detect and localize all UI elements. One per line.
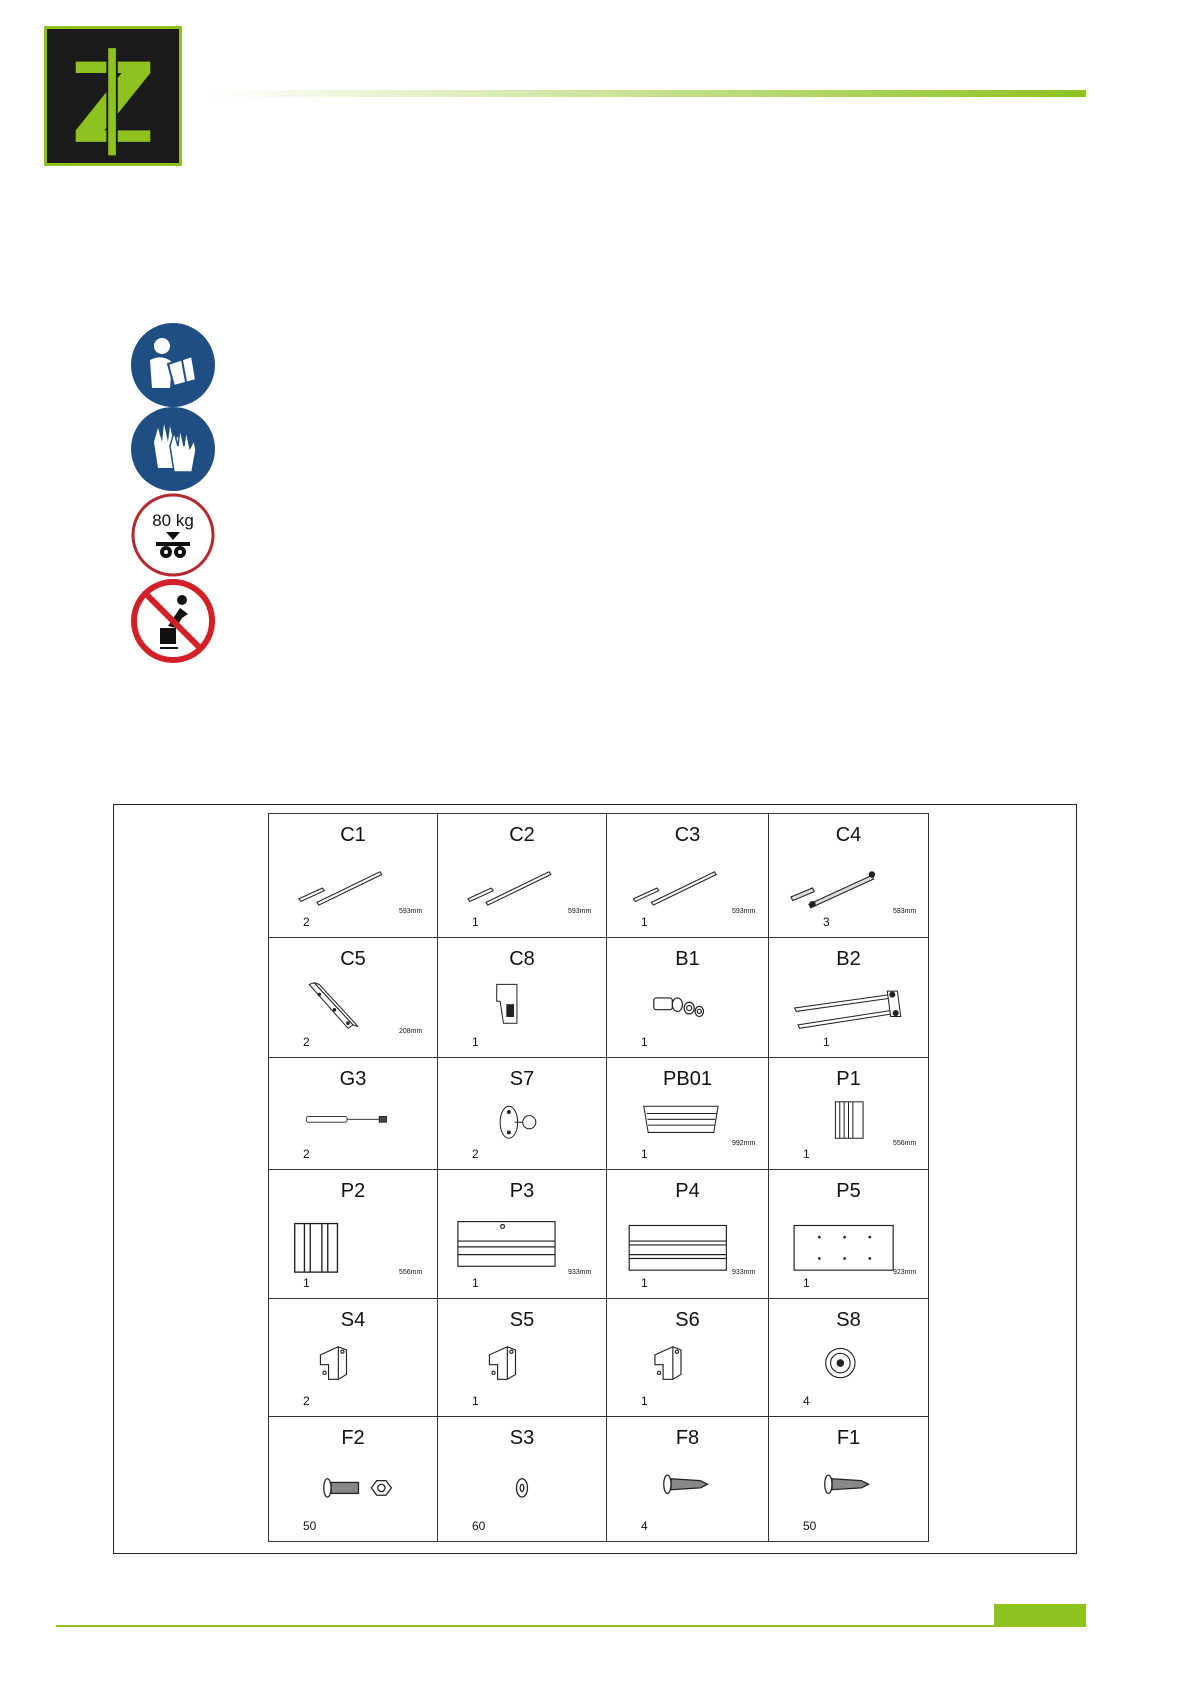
corner-bracket-icon xyxy=(446,1337,598,1394)
part-quantity: 1 xyxy=(803,1276,810,1290)
part-quantity: 4 xyxy=(641,1519,648,1533)
part-cell xyxy=(269,938,438,1058)
part-code: S8 xyxy=(836,1309,861,1331)
flat-panel-icon xyxy=(777,1208,920,1276)
part-dimension: 556mm xyxy=(399,1269,423,1276)
part-quantity: 1 xyxy=(641,1035,648,1049)
part-code: S4 xyxy=(340,1309,366,1331)
parts-row xyxy=(269,1417,929,1542)
gas-strut-icon xyxy=(277,1096,429,1147)
wear-gloves-icon xyxy=(130,406,216,492)
part-cell xyxy=(607,814,769,938)
part-code: P1 xyxy=(836,1068,861,1090)
rail-pair-icon xyxy=(277,852,429,915)
part-cell xyxy=(769,814,929,938)
part-dimension: 933mm xyxy=(732,1269,756,1276)
part-code: C3 xyxy=(674,824,701,846)
part-quantity: 1 xyxy=(303,1276,310,1290)
brand-logo xyxy=(44,26,182,166)
corner-bracket-icon xyxy=(277,1337,429,1394)
rod-pair-icon xyxy=(777,976,920,1035)
part-code: F1 xyxy=(836,1427,861,1449)
part-quantity: 60 xyxy=(472,1519,486,1533)
max-load-icon xyxy=(130,492,216,578)
part-code: P2 xyxy=(340,1180,366,1202)
rubber-foot-icon xyxy=(777,1337,920,1394)
part-quantity: 50 xyxy=(303,1519,317,1533)
part-code: S7 xyxy=(509,1068,535,1090)
header-rule xyxy=(210,90,1086,97)
part-dimension: 923mm xyxy=(893,1269,917,1276)
lock-cylinder-icon xyxy=(615,976,760,1035)
part-dimension: 593mm xyxy=(732,908,756,915)
parts-row xyxy=(269,1058,929,1170)
part-quantity: 50 xyxy=(803,1519,817,1533)
part-code: C8 xyxy=(509,948,535,970)
angled-bracket-icon xyxy=(277,976,429,1035)
part-cell xyxy=(269,1170,438,1299)
max-load-label: 80 kg xyxy=(152,511,194,530)
washer-icon xyxy=(446,1455,598,1519)
part-cell xyxy=(769,1170,929,1299)
part-cell xyxy=(269,1299,438,1417)
part-quantity: 1 xyxy=(641,915,648,929)
part-code: F8 xyxy=(675,1427,700,1449)
part-quantity: 3 xyxy=(823,915,830,929)
part-cell xyxy=(607,938,769,1058)
part-quantity: 1 xyxy=(823,1035,830,1049)
part-code: G3 xyxy=(339,1068,367,1090)
part-cell xyxy=(607,1417,769,1542)
rail-pair-icon xyxy=(446,852,598,915)
part-cell xyxy=(769,938,929,1058)
rail-pair-icon xyxy=(615,852,760,915)
part-cell xyxy=(607,1299,769,1417)
part-cell xyxy=(269,814,438,938)
screw-icon xyxy=(777,1455,920,1519)
part-code: S5 xyxy=(509,1309,535,1331)
part-cell xyxy=(438,1058,607,1170)
page-tab xyxy=(994,1604,1086,1627)
parts-row xyxy=(269,1299,929,1417)
plate-bracket-icon xyxy=(446,976,598,1035)
part-quantity: 1 xyxy=(641,1276,648,1290)
part-code: C1 xyxy=(340,824,366,846)
part-cell xyxy=(438,938,607,1058)
part-quantity: 2 xyxy=(303,1147,310,1161)
part-dimension: 593mm xyxy=(568,908,592,915)
ball-mount-icon xyxy=(446,1096,598,1147)
read-manual-icon xyxy=(130,322,216,408)
part-dimension: 593mm xyxy=(399,908,423,915)
part-code: F2 xyxy=(341,1427,365,1449)
part-code: S6 xyxy=(675,1309,700,1331)
part-cell xyxy=(607,1058,769,1170)
part-quantity: 1 xyxy=(641,1394,648,1408)
part-cell xyxy=(607,1170,769,1299)
part-quantity: 2 xyxy=(303,1394,310,1408)
part-cell xyxy=(269,1058,438,1170)
part-cell xyxy=(269,1417,438,1542)
no-standing-icon xyxy=(130,578,216,664)
part-cell xyxy=(438,1299,607,1417)
part-code: C5 xyxy=(340,948,366,970)
part-quantity: 2 xyxy=(303,915,310,929)
back-panel-icon xyxy=(615,1208,760,1276)
part-code: C2 xyxy=(509,824,535,846)
part-cell xyxy=(769,1299,929,1417)
part-code: P5 xyxy=(836,1180,861,1202)
part-quantity: 2 xyxy=(303,1035,310,1049)
part-code: B2 xyxy=(836,948,861,970)
part-cell xyxy=(769,1058,929,1170)
part-quantity: 4 xyxy=(803,1394,810,1408)
screw-icon xyxy=(615,1455,760,1519)
part-dimension: 556mm xyxy=(893,1140,917,1147)
parts-row xyxy=(269,814,929,938)
part-dimension: 992mm xyxy=(732,1140,756,1147)
part-dimension: 593mm xyxy=(893,908,917,915)
part-code: PB01 xyxy=(663,1068,712,1090)
parts-row xyxy=(269,938,929,1058)
part-quantity: 1 xyxy=(472,915,479,929)
rail-pair-bolted-icon xyxy=(777,852,920,915)
part-quantity: 1 xyxy=(472,1035,479,1049)
part-cell xyxy=(769,1417,929,1542)
part-cell xyxy=(438,1170,607,1299)
part-code: C4 xyxy=(835,824,862,846)
back-panel-hole-icon xyxy=(446,1208,598,1276)
part-code: S3 xyxy=(509,1427,535,1449)
part-quantity: 1 xyxy=(472,1276,479,1290)
bolt-nut-icon xyxy=(277,1455,429,1519)
part-dimension: 933mm xyxy=(568,1269,592,1276)
part-cell xyxy=(438,814,607,938)
footer-rule xyxy=(56,1625,1086,1627)
part-quantity: 2 xyxy=(472,1147,479,1161)
corner-bracket-icon xyxy=(615,1337,760,1394)
part-dimension: 208mm xyxy=(399,1028,423,1035)
part-quantity: 1 xyxy=(803,1147,810,1161)
part-quantity: 1 xyxy=(472,1394,479,1408)
part-quantity: 1 xyxy=(641,1147,648,1161)
side-panel-icon xyxy=(277,1208,429,1276)
parts-row xyxy=(269,1170,929,1299)
parts-table xyxy=(268,813,929,1542)
part-cell xyxy=(438,1417,607,1542)
part-code: B1 xyxy=(675,948,700,970)
part-code: P3 xyxy=(509,1180,535,1202)
part-code: P4 xyxy=(675,1180,700,1202)
